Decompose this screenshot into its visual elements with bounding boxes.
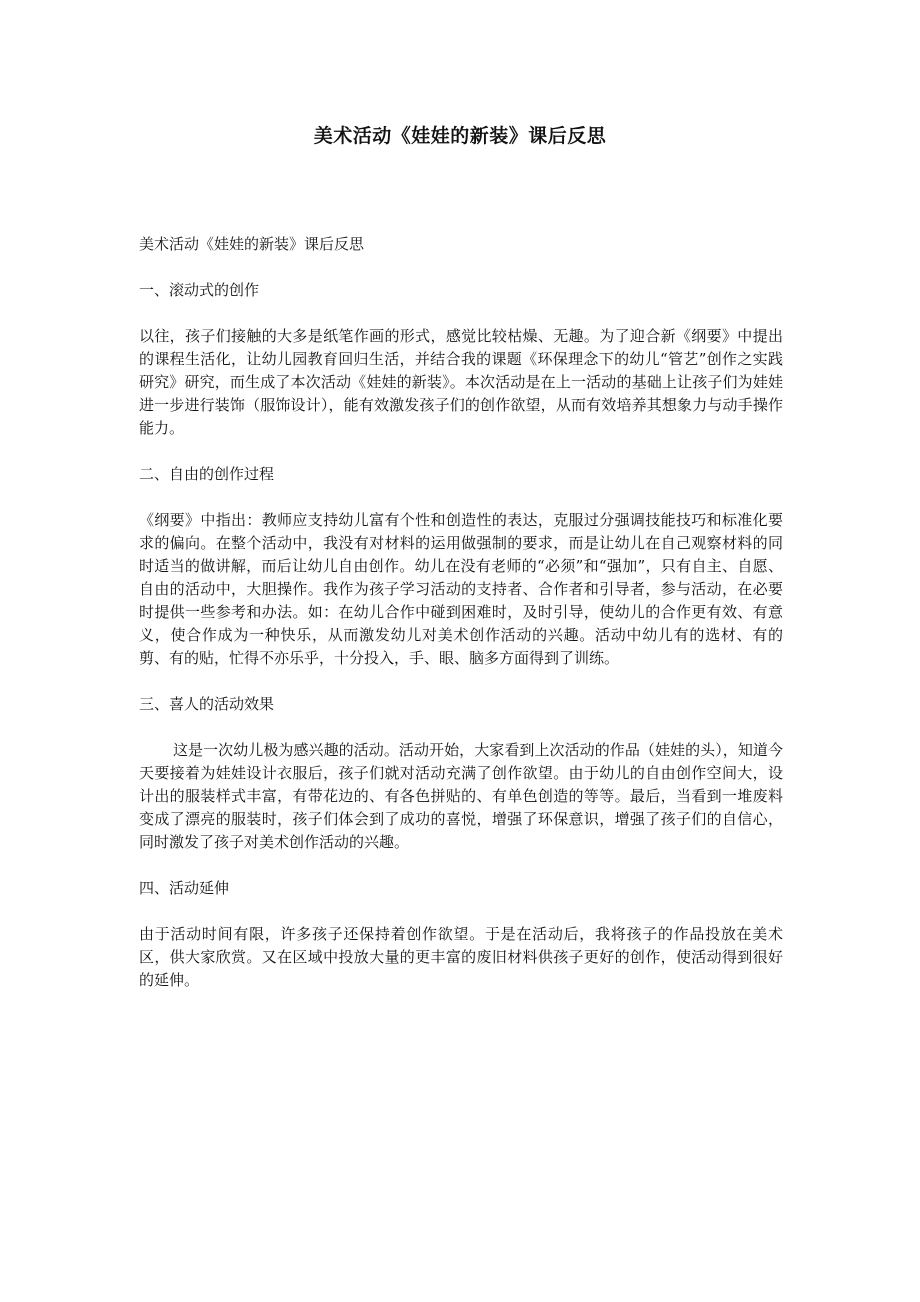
section-paragraph-2: 《纲要》中指出：教师应支持幼儿富有个性和创造性的表达，克服过分强调技能技巧和标准化要求的偏向。在整个活动中，我没有对材料的运用做强制的要求，而是让幼儿在自己观察材料的同时适当的做讲解，而后让幼儿自由创作。幼儿在没有老师的“必须”和“强加”，只有自主、自愿、自由的活动中，大胆操作。我作为孩子学习活动的支持者、合作者和引导者，参与活动，在必要时提供一些参考和办法。如：在幼儿合作中碰到困难时，及时引导，使幼儿的合作更有效、有意义，使合作成为一种快乐，从而激发幼儿对美术创作活动的兴趣。活动中幼儿有的选材、有的剪、有的贴，忙得不亦乐乎，十分投入，手、眼、脑多方面得到了训练。 (139, 511, 783, 667)
section-heading-1: 一、滚动式的创作 (139, 281, 260, 299)
section-paragraph-4: 由于活动时间有限，许多孩子还保持着创作欲望。于是在活动后，我将孩子的作品投放在美术区，供大家欣赏。又在区域中投放大量的更丰富的废旧材料供孩子更好的创作，使活动得到很好的延伸。 (139, 925, 783, 989)
section-heading-4: 四、活动延伸 (139, 879, 230, 897)
section-heading-2: 二、自由的创作过程 (139, 465, 275, 483)
section-paragraph-1: 以往，孩子们接触的大多是纸笔作画的形式，感觉比较枯燥、无趣。为了迎合新《纲要》中提出的课程生活化，让幼儿园教育回归生活，并结合我的课题《环保理念下的幼儿“管艺”创作之实践研究》研究，而生成了本次活动《娃娃的新装》。本次活动是在上一活动的基础上让孩子们为娃娃进一步进行装饰（服饰设计），能有效激发孩子们的创作欲望，从而有效培养其想象力与动手操作能力。 (139, 327, 783, 437)
section-paragraph-3: 这是一次幼儿极为感兴趣的活动。活动开始，大家看到上次活动的作品（娃娃的头），知道今天要接着为娃娃设计衣服后，孩子们就对活动充满了创作欲望。由于幼儿的自由创作空间大，设计出的服装样式丰富，有带花边的、有各色拼贴的、有单色创造的等等。最后，当看到一堆废料变成了漂亮的服装时，孩子们体会到了成功的喜悦，增强了环保意识，增强了孩子们的自信心，同时激发了孩子对美术创作活动的兴趣。 (139, 741, 783, 851)
section-heading-3: 三、喜人的活动效果 (139, 695, 275, 713)
document-body (139, 233, 783, 1015)
document-subtitle: 美术活动《娃娃的新装》课后反思 (139, 235, 365, 253)
document-title: 美术活动《娃娃的新装》课后反思 (313, 125, 607, 147)
